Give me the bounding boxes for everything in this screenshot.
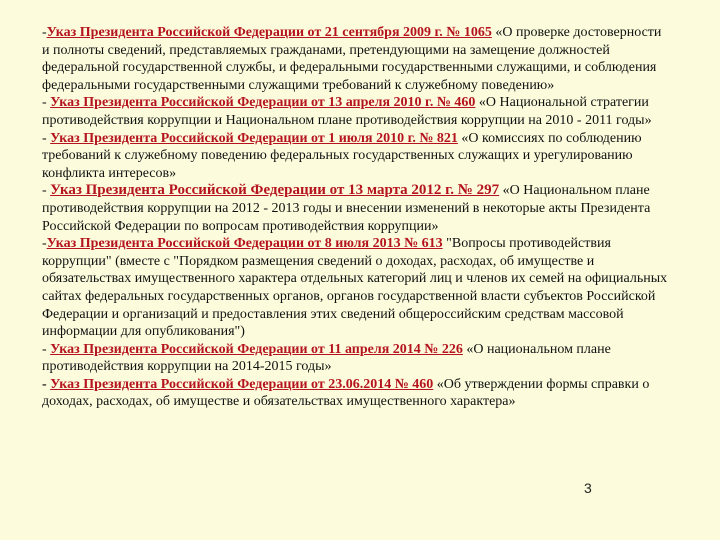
decree-title: «О проверке достоверности и полноты сведений, представляемых гражданами, претендующими на замещение должностей федеральной государственной службы, и федеральными государственными служащими, и соблюдения федеральными государственными служащими требований к служебному поведению»: [42, 25, 662, 93]
decree-title: «О национальном плане противодействия коррупции на 2014-2015 годы»: [42, 341, 611, 375]
decree-link-1065[interactable]: Указ Президента Российской Федерации от 21 сентября 2009 г. № 1065: [46, 25, 492, 40]
decree-link-460-2014[interactable]: Указ Президента Российской Федерации от 23.06.2014 № 460: [50, 376, 434, 392]
decree-item-4: [42, 182, 672, 235]
decree-item-2: [42, 94, 672, 129]
decree-title: «О Национальной стратегии противодействия коррупции и Национальном плане противодействия коррупции на 2010 - 2011 годы»: [42, 95, 652, 128]
decree-item-7: [42, 376, 672, 411]
decree-link-226[interactable]: Указ Президента Российской Федерации от 11 апреля 2014 № 226: [50, 341, 463, 357]
decree-item-5: [42, 235, 672, 341]
decree-title: "Вопросы противодействия коррупции" (вместе с "Порядком размещения сведений о доходах, расходах, об имуществе и обязательствах имущественного характера отдельных категорий лиц и членов их семей на официальных сайтах федеральных государственных органов, органов государственной власти субъектов Российской Федерации и организаций и предоставления этих сведений общероссийским средствам массовой информации для опубликования"): [42, 236, 668, 340]
decree-item-3: [42, 130, 672, 183]
slide-number: 3: [584, 480, 592, 496]
decree-link-613[interactable]: Указ Президента Российской Федерации от 8 июля 2013 № 613: [46, 236, 443, 252]
item-dash: -: [42, 130, 51, 146]
item-dash: -: [42, 341, 51, 357]
decree-title: «О комиссиях по соблюдению требований к служебному поведению федеральных государственных служащих и урегулированию конфликта интересов»: [42, 130, 642, 181]
decree-item-1: [42, 24, 672, 94]
decree-link-821[interactable]: Указ Президента Российской Федерации от 1 июля 2010 г. № 821: [50, 130, 458, 146]
item-dash: -: [42, 183, 51, 199]
item-dash: -: [42, 236, 47, 252]
item-dash: -: [42, 25, 47, 40]
decree-title: «Об утверждении формы справки о доходах, расходах, об имуществе и обязательствах имущественного характера»: [42, 376, 650, 410]
decree-link-297[interactable]: Указ Президента Российской Федерации от 13 марта 2012 г. № 297: [50, 182, 500, 199]
decree-link-460-2010[interactable]: Указ Президента Российской Федерации от 13 апреля 2010 г. № 460: [50, 95, 476, 111]
decree-title: «О Национальном плане противодействия коррупции на 2012 - 2013 годы и внесении изменений в некоторые акты Президента Российской Федерации по вопросам противодействия коррупции»: [42, 183, 651, 234]
decree-item-6: [42, 341, 672, 376]
decree-list: [42, 24, 672, 411]
item-dash: -: [42, 376, 51, 392]
item-dash: -: [42, 95, 51, 111]
